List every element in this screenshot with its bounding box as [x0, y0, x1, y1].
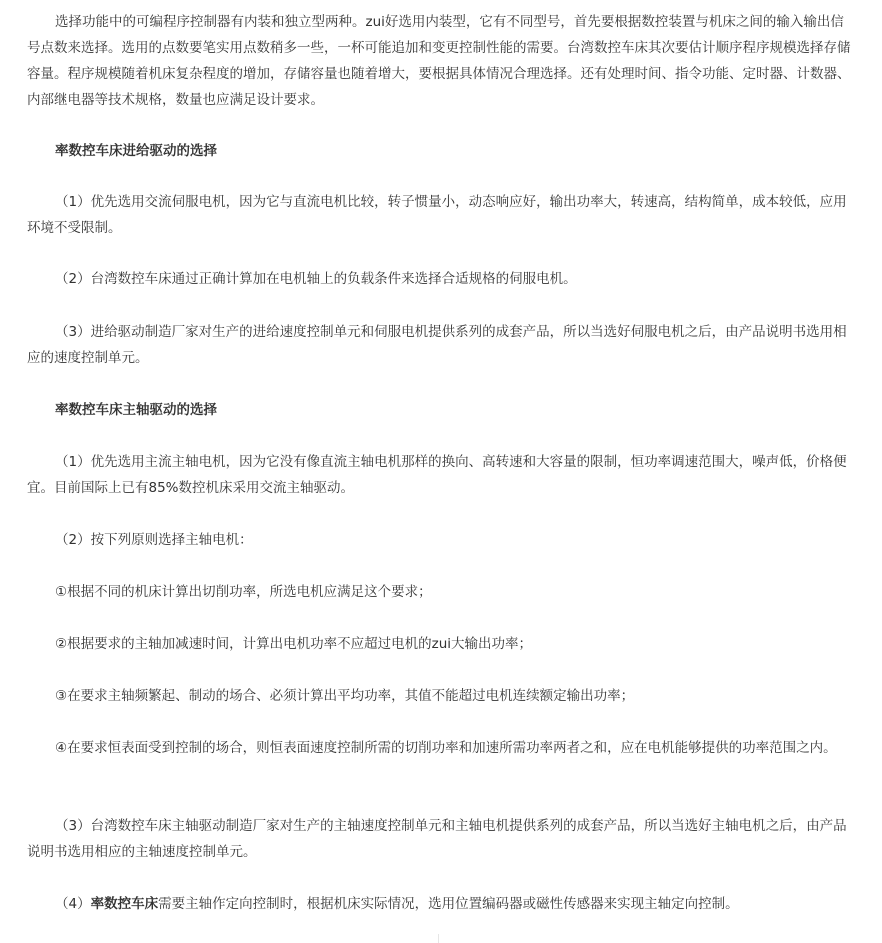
paragraph-spindle-3: （3）台湾数控车床主轴驱动制造厂家对生产的主轴速度控制单元和主轴电机提供系列的成套产品，所以当选好主轴电机之后，由产品说明书选用相应的主轴速度控制单元。 [27, 818, 847, 860]
heading-spindle-drive: 率数控车床主轴驱动的选择 [55, 402, 217, 418]
paragraph-plc-selection: 选择功能中的可编程序控制器有内装和独立型两种。zui好选用内装型，它有不同型号，首先要根据数控装置与机床之间的输入输出信号点数来选择。选用的点数要笔实用点数稍多一些，一杯可能追加和变更控制性能的需要。台湾数控车床其次要估计顺序程序规模选择存储容量。程序规模随着机床复杂程度的增加，存储容量也随着增大，要根据具体情况合理选择。还有处理时间、指令功能、定时器、计数器、内部继电器等技术规格，数量也应满足设计要求。 [27, 14, 851, 108]
paragraph-spindle-1: （1）优先选用主流主轴电机，因为它没有像直流主轴电机那样的换向、高转速和大容量的限制，恒功率调速范围大，噪声低，价格便宜。目前国际上已有85%数控机床采用交流主轴驱动。 [27, 454, 847, 496]
list-item-3: ③在要求主轴频繁起、制动的场合、必须计算出平均功率，其值不能超过电机连续额定输出功率； [55, 688, 635, 704]
paragraph-spindle-4-bold: 率数控车床 [90, 896, 159, 912]
list-item-4: ④在要求恒表面受到控制的场合，则恒表面速度控制所需的切削功率和加速所需功率两者之和，应在电机能够提供的功率范围之内。 [55, 740, 837, 756]
paragraph-feed-2: （2）台湾数控车床通过正确计算加在电机轴上的负载条件来选择合适规格的伺服电机。 [55, 271, 577, 287]
paragraph-spindle-4-suffix: 需要主轴作定向控制时，根据机床实际情况，选用位置编码器或磁性传感器来实现主轴定向控制。 [158, 896, 739, 912]
paragraph-spindle-4 [27, 891, 855, 917]
paragraph-spindle-4-prefix: （4） [55, 896, 91, 912]
paragraph-feed-3: （3）进给驱动制造厂家对生产的进给速度控制单元和伺服电机提供系列的成套产品，所以当选好伺服电机之后，由产品说明书选用相应的速度控制单元。 [27, 324, 847, 366]
list-item-2: ②根据要求的主轴加减速时间，计算出电机功率不应超过电机的zui大输出功率； [55, 636, 532, 652]
paragraph-feed-1: （1）优先选用交流伺服电机，因为它与直流电机比较，转子惯量小，动态响应好，输出功率大，转速高，结构简单，成本较低，应用环境不受限制。 [27, 194, 847, 236]
heading-feed-drive: 率数控车床进给驱动的选择 [55, 143, 217, 159]
paragraph-spindle-2: （2）按下列原则选择主轴电机： [55, 532, 253, 548]
list-item-1: ①根据不同的机床计算出切削功率，所选电机应满足这个要求； [55, 584, 432, 600]
divider [438, 934, 439, 943]
